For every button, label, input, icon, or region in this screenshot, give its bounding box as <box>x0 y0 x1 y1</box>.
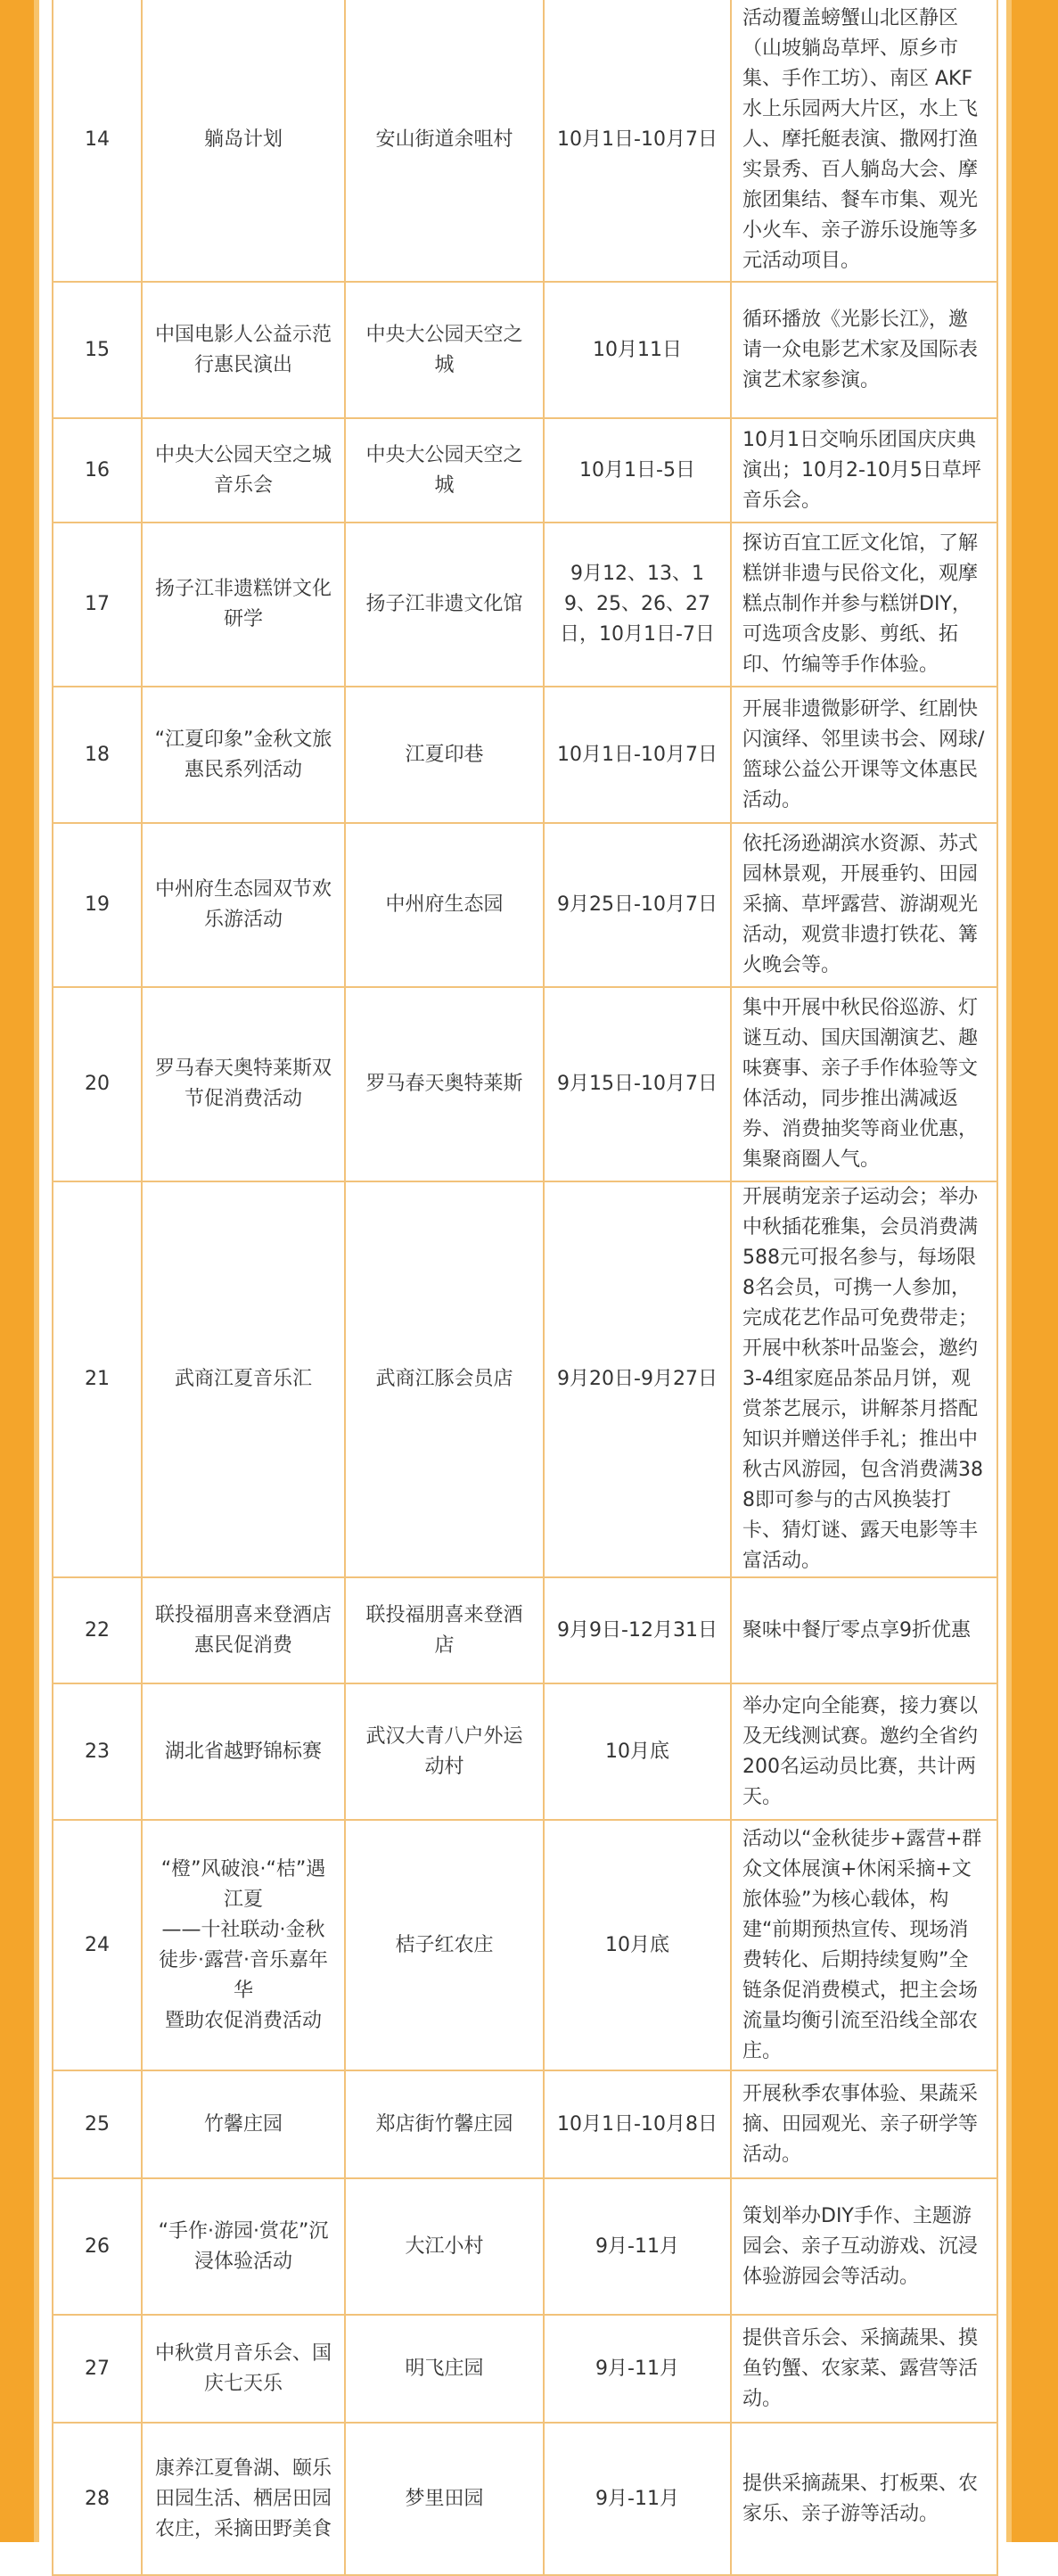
table-row <box>53 823 997 987</box>
activity-sheet <box>39 0 1006 2542</box>
activity-location: 安山街道余咀村 <box>345 0 544 282</box>
activity-location: 联投福朋喜来登酒店 <box>345 1577 544 1683</box>
table-row <box>53 1181 997 1577</box>
right-orange-border <box>1006 0 1058 2542</box>
activity-name: 康养江夏鲁湖、颐乐田园生活、栖居田园农庄，采摘田野美食 <box>142 2423 345 2575</box>
left-orange-border <box>0 0 39 2542</box>
activity-time: 10月1日-10月8日 <box>544 2070 731 2178</box>
activity-location: 武商江豚会员店 <box>345 1181 544 1577</box>
activity-name: 罗马春天奥特莱斯双节促消费活动 <box>142 987 345 1181</box>
row-number: 19 <box>53 823 142 987</box>
activity-location: 中央大公园天空之城 <box>345 418 544 523</box>
activity-description: 集中开展中秋民俗巡游、灯谜互动、国庆国潮演艺、趣味赛事、亲子手作体验等文体活动，同步推出满减返券、消费抽奖等商业优惠，集聚商圈人气。 <box>731 987 997 1181</box>
activity-description: 举办定向全能赛，接力赛以及无线测试赛。邀约全省约200名运动员比赛，共计两天。 <box>731 1683 997 1820</box>
activity-location: 扬子江非遗文化馆 <box>345 523 544 687</box>
row-number: 17 <box>53 523 142 687</box>
activity-time: 9月-11月 <box>544 2178 731 2315</box>
activity-time: 10月1日-5日 <box>544 418 731 523</box>
row-number: 25 <box>53 2070 142 2178</box>
table-row <box>53 0 997 282</box>
activity-table <box>52 0 998 2576</box>
activity-location: 罗马春天奥特莱斯 <box>345 987 544 1181</box>
activity-location: 武汉大青八户外运动村 <box>345 1683 544 1820</box>
activity-name: 中秋赏月音乐会、国庆七天乐 <box>142 2315 345 2423</box>
table-row <box>53 282 997 418</box>
activity-time: 9月-11月 <box>544 2315 731 2423</box>
activity-table-body <box>53 0 997 2575</box>
table-row <box>53 1683 997 1820</box>
activity-description: 开展萌宠亲子运动会；举办中秋插花雅集，会员消费满588元可报名参与，每场限8名会员，可携一人参加，完成花艺作品可免费带走；开展中秋茶叶品鉴会，邀约3-4组家庭品茶品月饼，观赏茶艺展示，讲解茶月搭配知识并赠送伴手礼；推出中秋古风游园，包含消费满388即可参与的古风换装打卡、猜灯谜、露天电影等丰富活动。 <box>731 1181 997 1577</box>
activity-time: 10月1日-10月7日 <box>544 0 731 282</box>
activity-name: “江夏印象”金秋文旅惠民系列活动 <box>142 687 345 823</box>
row-number: 28 <box>53 2423 142 2575</box>
activity-description: 10月1日交响乐团国庆庆典演出；10月2-10月5日草坪音乐会。 <box>731 418 997 523</box>
activity-description: 活动覆盖螃蟹山北区静区（山坡躺岛草坪、原乡市集、手作工坊）、南区 AKF 水上乐园两大片区，水上飞人、摩托艇表演、撒网打渔实景秀、百人躺岛大会、摩旅团集结、餐车市集、观光小火车、亲子游乐设施等多元活动项目。 <box>731 0 997 282</box>
activity-description: 循环播放《光影长江》，邀请一众电影艺术家及国际表演艺术家参演。 <box>731 282 997 418</box>
table-row <box>53 2178 997 2315</box>
activity-time: 9月12、13、19、25、26、27日，10月1日-7日 <box>544 523 731 687</box>
activity-description: 提供音乐会、采摘蔬果、摸鱼钓蟹、农家菜、露营等活动。 <box>731 2315 997 2423</box>
activity-name: 武商江夏音乐汇 <box>142 1181 345 1577</box>
activity-time: 9月20日-9月27日 <box>544 1181 731 1577</box>
activity-time: 9月15日-10月7日 <box>544 987 731 1181</box>
activity-location: 中央大公园天空之城 <box>345 282 544 418</box>
activity-name: 联投福朋喜来登酒店惠民促消费 <box>142 1577 345 1683</box>
activity-location: 中州府生态园 <box>345 823 544 987</box>
row-number: 20 <box>53 987 142 1181</box>
row-number: 23 <box>53 1683 142 1820</box>
activity-location: 梦里田园 <box>345 2423 544 2575</box>
activity-time: 10月底 <box>544 1820 731 2070</box>
activity-description: 开展非遗微影研学、红剧快闪演绎、邻里读书会、网球/篮球公益公开课等文体惠民活动。 <box>731 687 997 823</box>
activity-location: 桔子红农庄 <box>345 1820 544 2070</box>
activity-name: 中国电影人公益示范行惠民演出 <box>142 282 345 418</box>
activity-location: 江夏印巷 <box>345 687 544 823</box>
activity-name: 竹馨庄园 <box>142 2070 345 2178</box>
activity-description: 策划举办DIY手作、主题游园会、亲子互动游戏、沉浸体验游园会等活动。 <box>731 2178 997 2315</box>
activity-name: 中州府生态园双节欢乐游活动 <box>142 823 345 987</box>
row-number: 15 <box>53 282 142 418</box>
table-row <box>53 987 997 1181</box>
row-number: 16 <box>53 418 142 523</box>
table-row <box>53 687 997 823</box>
activity-time: 9月25日-10月7日 <box>544 823 731 987</box>
row-number: 22 <box>53 1577 142 1683</box>
row-number: 21 <box>53 1181 142 1577</box>
activity-name: 中央大公园天空之城音乐会 <box>142 418 345 523</box>
table-row <box>53 2423 997 2575</box>
activity-location: 明飞庄园 <box>345 2315 544 2423</box>
activity-name: 湖北省越野锦标赛 <box>142 1683 345 1820</box>
activity-time: 10月11日 <box>544 282 731 418</box>
row-number: 18 <box>53 687 142 823</box>
activity-time: 9月9日-12月31日 <box>544 1577 731 1683</box>
activity-name: 扬子江非遗糕饼文化研学 <box>142 523 345 687</box>
activity-description: 依托汤逊湖滨水资源、苏式园林景观，开展垂钓、田园采摘、草坪露营、游湖观光活动，观赏非遗打铁花、篝火晚会等。 <box>731 823 997 987</box>
table-row <box>53 2070 997 2178</box>
table-row <box>53 418 997 523</box>
activity-description: 探访百宜工匠文化馆，了解糕饼非遗与民俗文化，观摩糕点制作并参与糕饼DIY，可选项含皮影、剪纸、拓印、竹编等手作体验。 <box>731 523 997 687</box>
activity-description: 活动以“金秋徒步+露营+群众文体展演+休闲采摘+文旅体验”为核心载体，构建“前期预热宣传、现场消费转化、后期持续复购”全链条促消费模式，把主会场流量均衡引流至沿线全部农庄。 <box>731 1820 997 2070</box>
activity-name: “橙”风破浪·“桔”遇江夏 ——十社联动·金秋徒步·露营·音乐嘉年华 暨助农促消费活动 <box>142 1820 345 2070</box>
table-row <box>53 1577 997 1683</box>
table-row <box>53 1820 997 2070</box>
activity-time: 10月1日-10月7日 <box>544 687 731 823</box>
activity-location: 大江小村 <box>345 2178 544 2315</box>
activity-name: “手作·游园·赏花”沉浸体验活动 <box>142 2178 345 2315</box>
row-number: 26 <box>53 2178 142 2315</box>
activity-time: 9月-11月 <box>544 2423 731 2575</box>
activity-description: 提供采摘蔬果、打板栗、农家乐、亲子游等活动。 <box>731 2423 997 2575</box>
activity-description: 聚味中餐厅零点享9折优惠 <box>731 1577 997 1683</box>
row-number: 27 <box>53 2315 142 2423</box>
table-row <box>53 2315 997 2423</box>
activity-description: 开展秋季农事体验、果蔬采摘、田园观光、亲子研学等活动。 <box>731 2070 997 2178</box>
row-number: 24 <box>53 1820 142 2070</box>
activity-location: 郑店街竹馨庄园 <box>345 2070 544 2178</box>
activity-name: 躺岛计划 <box>142 0 345 282</box>
row-number: 14 <box>53 0 142 282</box>
table-row <box>53 523 997 687</box>
activity-time: 10月底 <box>544 1683 731 1820</box>
